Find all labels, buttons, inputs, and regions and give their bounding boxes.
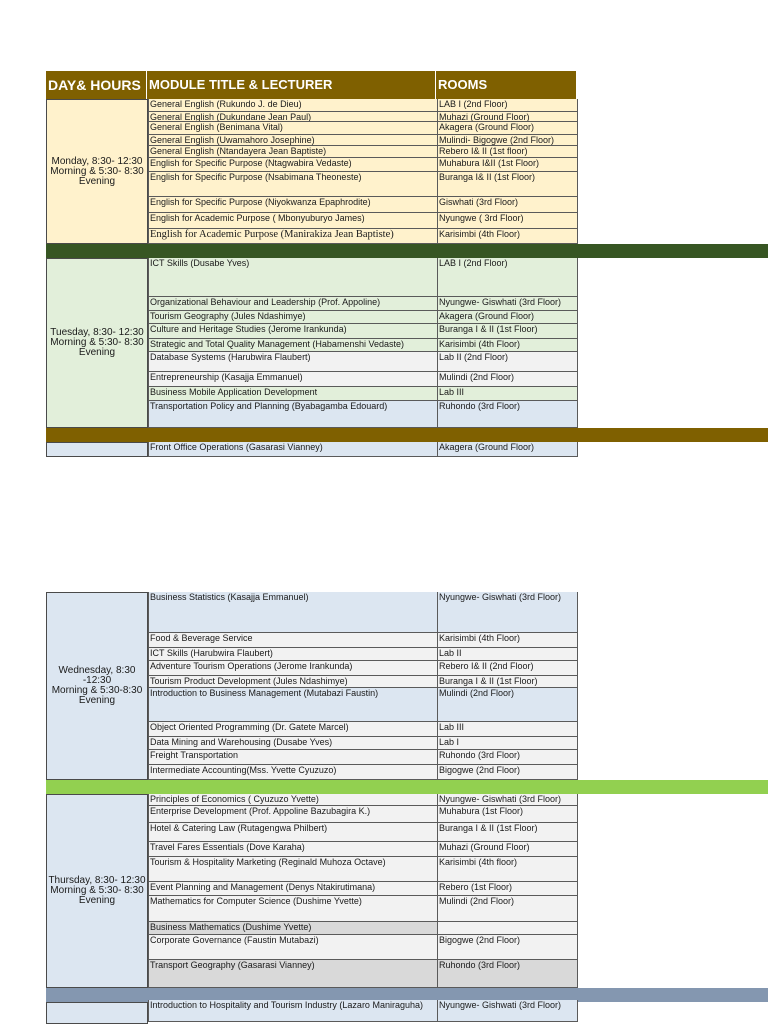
- header-module: MODULE TITLE & LECTURER: [147, 71, 436, 99]
- module-cell: Strategic and Total Quality Management (Habamenshi Vedaste): [148, 339, 437, 352]
- header-day-hours: DAY& HOURS: [46, 71, 147, 99]
- room-cell: Buranga I & II (1st Floor): [437, 823, 578, 842]
- room-cell: Nyungwe- Giswhati (3rd Floor): [437, 592, 578, 633]
- day-thursday: Thursday, 8:30- 12:30 Morning & 5:30- 8:30 Evening: [46, 794, 148, 988]
- day-wednesday: Wednesday, 8:30 -12:30 Morning & 5:30-8:30 Evening: [46, 592, 148, 780]
- module-cell: Tourism Product Development (Jules Ndashimye): [148, 676, 437, 688]
- room-cell: Lab II (2nd Floor): [437, 352, 578, 372]
- room-cell: Karisimbi (4th Floor): [437, 229, 578, 244]
- module-cell: Hotel & Catering Law (Rutagengwa Philbert): [148, 823, 437, 842]
- room-cell: Ruhondo (3rd Floor): [437, 750, 578, 765]
- room-cell: LAB I (2nd Floor): [437, 258, 578, 297]
- module-cell: Business Mobile Application Development: [148, 387, 437, 401]
- module-cell: Adventure Tourism Operations (Jerome Irankunda): [148, 661, 437, 676]
- room-cell: Karisimbi (4th Floor): [437, 633, 578, 648]
- room-cell: Mulindi- Bigogwe (2nd Floor): [437, 135, 578, 146]
- module-cell: Travel Fares Essentials (Dove Karaha): [148, 842, 437, 857]
- day-tuesday-continued: [46, 442, 148, 457]
- header-rooms: ROOMS: [436, 71, 577, 99]
- module-cell: Enterprise Development (Prof. Appoline Bazubagira K.): [148, 806, 437, 823]
- room-cell: Nyungwe- Giswhati (3rd Floor): [437, 297, 578, 311]
- room-cell: Mulindi (2nd Floor): [437, 896, 578, 922]
- room-cell: Karisimbi (4th floor): [437, 857, 578, 882]
- module-cell: Introduction to Hospitality and Tourism Industry (Lazaro Maniraguha): [148, 1000, 437, 1022]
- room-cell: Rebero I& II (2nd Floor): [437, 661, 578, 676]
- room-cell: LAB I (2nd Floor): [437, 99, 578, 112]
- room-cell: Ruhondo (3rd Floor): [437, 960, 578, 988]
- room-cell: Bigogwe (2nd Floor): [437, 935, 578, 960]
- room-cell: Mulindi (2nd Floor): [437, 688, 578, 722]
- separator-bar: [46, 244, 768, 258]
- room-cell: Akagera (Ground Floor): [437, 311, 578, 324]
- room-cell: Buranga I& II (1st Floor): [437, 172, 578, 197]
- room-cell: Giswhati (3rd Floor): [437, 197, 578, 213]
- module-cell: Front Office Operations (Gasarasi Vianney): [148, 442, 437, 457]
- room-cell: Rebero I& II (1st floor): [437, 146, 578, 158]
- module-cell: Object Oriented Programming (Dr. Gatete Marcel): [148, 722, 437, 737]
- room-cell: Ruhondo (3rd Floor): [437, 401, 578, 428]
- separator-bar: [46, 780, 768, 794]
- room-cell: Rebero (1st Floor): [437, 882, 578, 896]
- room-cell: Muhabura (1st Floor): [437, 806, 578, 823]
- module-cell: Intermediate Accounting(Mss. Yvette Cyuzuzo): [148, 765, 437, 780]
- separator-bar: [46, 428, 768, 442]
- room-cell: Lab III: [437, 722, 578, 737]
- module-cell: Transportation Policy and Planning (Byabagamba Edouard): [148, 401, 437, 428]
- room-cell: Muhabura I&II (1st Floor): [437, 158, 578, 172]
- module-cell: English for Specific Purpose (Nsabimana Theoneste): [148, 172, 437, 197]
- room-cell: Lab II: [437, 648, 578, 661]
- room-cell: Nyungwe ( 3rd Floor): [437, 213, 578, 229]
- day-tuesday: Tuesday, 8:30- 12:30 Morning & 5:30- 8:30 Evening: [46, 258, 148, 428]
- module-cell: Tourism Geography (Jules Ndashimye): [148, 311, 437, 324]
- room-cell: Buranga I & II (1st Floor): [437, 324, 578, 339]
- room-cell: Bigogwe (2nd Floor): [437, 765, 578, 780]
- room-cell: Nyungwe- Gishwati (3rd Floor): [437, 1000, 578, 1022]
- module-cell: General English (Ntandayera Jean Baptiste): [148, 146, 437, 158]
- module-cell: Entrepreneurship (Kasajja Emmanuel): [148, 372, 437, 387]
- module-cell: English for Academic Purpose (Manirakiza Jean Baptiste): [148, 229, 437, 244]
- module-cell: Transport Geography (Gasarasi Vianney): [148, 960, 437, 988]
- room-cell: [437, 922, 578, 935]
- module-cell: General English (Benimana Vital): [148, 122, 437, 135]
- room-cell: Lab I: [437, 737, 578, 750]
- module-cell: Tourism & Hospitality Marketing (Reginald Muhoza Octave): [148, 857, 437, 882]
- room-cell: Akagera (Ground Floor): [437, 442, 578, 457]
- room-cell: Lab III: [437, 387, 578, 401]
- module-cell: Introduction to Business Management (Mutabazi Faustin): [148, 688, 437, 722]
- day-friday: [46, 1002, 148, 1024]
- room-cell: Akagera (Ground Floor): [437, 122, 578, 135]
- room-cell: Mulindi (2nd Floor): [437, 372, 578, 387]
- day-monday: Monday, 8:30- 12:30 Morning & 5:30- 8:30 Evening: [46, 99, 148, 244]
- module-cell: General English (Dukundane Jean Paul): [148, 112, 437, 122]
- module-cell: Business Mathematics (Dushime Yvette): [148, 922, 437, 935]
- room-cell: Muhazi (Ground Floor): [437, 842, 578, 857]
- module-cell: General English (Rukundo J. de Dieu): [148, 99, 437, 112]
- module-cell: General English (Uwamahoro Josephine): [148, 135, 437, 146]
- room-cell: Buranga I & II (1st Floor): [437, 676, 578, 688]
- module-cell: ICT Skills (Dusabe Yves): [148, 258, 437, 297]
- module-cell: Event Planning and Management (Denys Ntakirutimana): [148, 882, 437, 896]
- module-cell: Data Mining and Warehousing (Dusabe Yves): [148, 737, 437, 750]
- module-cell: English for Specific Purpose (Niyokwanza Epaphrodite): [148, 197, 437, 213]
- module-cell: Database Systems (Harubwira Flaubert): [148, 352, 437, 372]
- module-cell: Food & Beverage Service: [148, 633, 437, 648]
- module-cell: Business Statistics (Kasajja Emmanuel): [148, 592, 437, 633]
- module-cell: Mathematics for Computer Science (Dushime Yvette): [148, 896, 437, 922]
- module-cell: Freight Transportation: [148, 750, 437, 765]
- module-cell: Corporate Governance (Faustin Mutabazi): [148, 935, 437, 960]
- module-cell: ICT Skills (Harubwira Flaubert): [148, 648, 437, 661]
- module-cell: Organizational Behaviour and Leadership (Prof. Appoline): [148, 297, 437, 311]
- module-cell: Culture and Heritage Studies (Jerome Irankunda): [148, 324, 437, 339]
- room-cell: Karisimbi (4th Floor): [437, 339, 578, 352]
- room-cell: Nyungwe- Giswhati (3rd Floor): [437, 794, 578, 806]
- module-cell: English for Specific Purpose (Ntagwabira Vedaste): [148, 158, 437, 172]
- module-cell: English for Academic Purpose ( Mbonyuburyo James): [148, 213, 437, 229]
- module-cell: Principles of Economics ( Cyuzuzo Yvette): [148, 794, 437, 806]
- room-cell: Muhazi (Ground Floor): [437, 112, 578, 122]
